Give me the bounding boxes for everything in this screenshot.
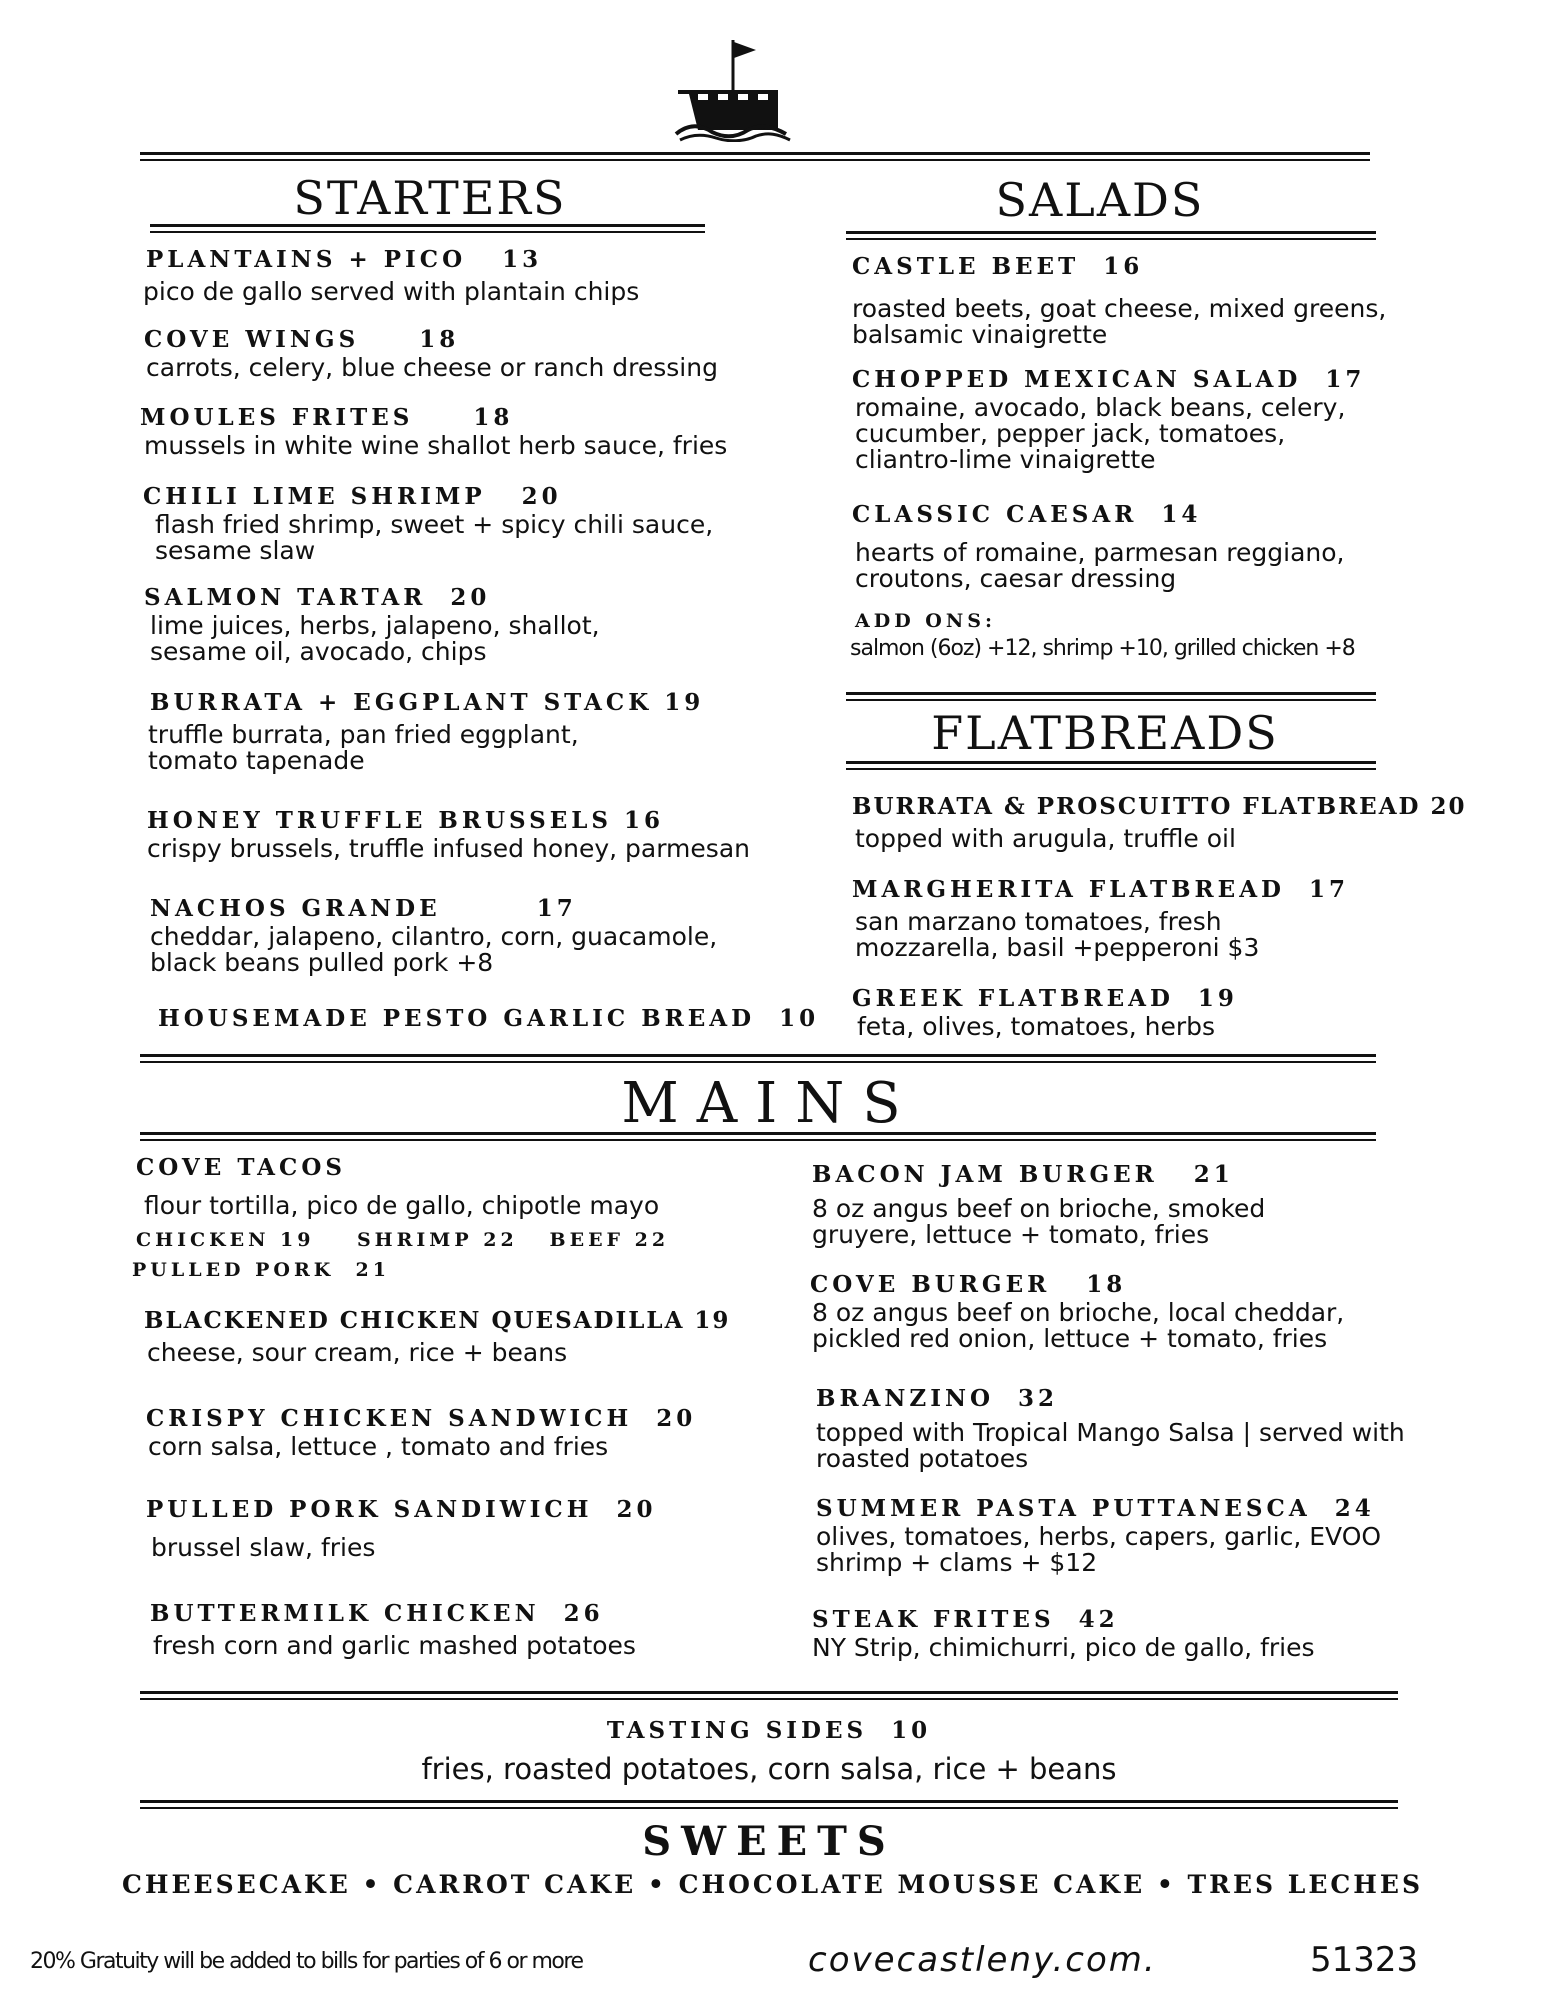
item-desc: topped with arugula, truffle oil (855, 824, 1236, 853)
item-name: MOULES FRITES 18 (140, 404, 514, 431)
item-desc: roasted beets, goat cheese, mixed greens, balsamic vinaigrette (852, 294, 1387, 349)
item-desc: crispy brussels, truffle infused honey, parmesan (147, 834, 750, 863)
item-name: COVE WINGS 18 (144, 326, 460, 353)
addons-label: ADD ONS: (855, 610, 996, 632)
website-link[interactable]: covecastleny.com. (808, 1940, 1157, 1980)
item-desc: romaine, avocado, black beans, celery, cucumber, pepper jack, tomatoes, cliantro-lime vinaigrette (855, 393, 1346, 474)
castle-logo (668, 38, 798, 142)
item-name: BRANZINO 32 (816, 1385, 1059, 1412)
item-desc: cheddar, jalapeno, cilantro, corn, guacamole, black beans pulled pork +8 (150, 922, 718, 977)
item-name: CASTLE BEET 16 (852, 253, 1144, 280)
item-name: BURRATA + EGGPLANT STACK 19 (150, 689, 705, 716)
mains-title: MAINS (621, 1071, 919, 1136)
item-desc: hearts of romaine, parmesan reggiano, croutons, caesar dressing (855, 538, 1345, 593)
item-desc: NY Strip, chimichurri, pico de gallo, fries (812, 1633, 1315, 1662)
mains-divider-bottom (140, 1132, 1376, 1139)
item-desc: flour tortilla, pico de gallo, chipotle mayo (144, 1191, 660, 1220)
item-desc: fresh corn and garlic mashed potatoes (153, 1631, 636, 1660)
item-desc: corn salsa, lettuce , tomato and fries (148, 1432, 609, 1461)
item-name: HONEY TRUFFLE BRUSSELS 16 (147, 807, 665, 834)
item-desc: truffle burrata, pan fried eggplant, tomato tapenade (148, 720, 579, 775)
menu-code: 51323 (1310, 1940, 1419, 1980)
item-name: BLACKENED CHICKEN QUESADILLA 19 (144, 1307, 731, 1334)
item-name: MARGHERITA FLATBREAD 17 (852, 876, 1350, 903)
menu-item (144, 325, 718, 381)
item-desc: san marzano tomatoes, fresh mozzarella, basil +pepperoni $3 (855, 907, 1260, 962)
item-desc: 8 oz angus beef on brioche, local cheddar, pickled red onion, lettuce + tomato, fries (812, 1298, 1345, 1353)
menu-item (810, 1270, 1344, 1352)
item-desc: feta, olives, tomatoes, herbs (857, 1012, 1216, 1041)
addons (852, 606, 1355, 662)
item-name: HOUSEMADE PESTO GARLIC BREAD 10 (158, 1005, 820, 1032)
item-name: CHOPPED MEXICAN SALAD 17 (852, 366, 1366, 393)
menu-item (146, 1495, 656, 1561)
menu-item (140, 403, 727, 459)
menu-item (852, 792, 1467, 852)
menu-item (147, 806, 750, 862)
sweets-items: CHEESECAKE • CARROT CAKE • CHOCOLATE MOUSSE CAKE • TRES LECHES (121, 1870, 1424, 1899)
menu-item (150, 688, 704, 774)
menu-item (143, 245, 640, 306)
menu-item (144, 1306, 730, 1366)
sides-title: TASTING SIDES 10 (606, 1717, 932, 1744)
menu-item (852, 984, 1238, 1040)
menu-item (143, 482, 713, 564)
salads-title: SALADS (995, 173, 1205, 227)
menu-item (852, 875, 1349, 961)
menu-item (816, 1494, 1381, 1576)
item-name: STEAK FRITES 42 (812, 1606, 1119, 1633)
item-name: BUTTERMILK CHICKEN 26 (150, 1600, 604, 1627)
menu-item (150, 1599, 636, 1659)
menu-item (852, 252, 1386, 348)
item-name: PULLED PORK SANDIWICH 20 (146, 1496, 657, 1523)
sides-divider-top (140, 1691, 1398, 1698)
item-name: BURRATA & PROSCUITTO FLATBREAD 20 (852, 793, 1467, 820)
item-desc: cheese, sour cream, rice + beans (147, 1338, 568, 1367)
item-name: CHILI LIME SHRIMP 20 (143, 483, 562, 510)
item-desc: brussel slaw, fries (151, 1533, 376, 1562)
salads-divider (846, 231, 1376, 238)
flatbreads-divider-top (846, 692, 1376, 699)
flatbreads-title: FLATBREADS (931, 706, 1279, 760)
item-name: NACHOS GRANDE 17 (150, 895, 577, 922)
addons-text: salmon (6oz) +12, shrimp +10, grilled chicken +8 (850, 636, 1355, 661)
flatbreads-divider-bottom (846, 761, 1376, 768)
menu-item (852, 365, 1365, 473)
item-desc: olives, tomatoes, herbs, capers, garlic, EVOO shrimp + clams + $12 (816, 1522, 1382, 1577)
item-desc: topped with Tropical Mango Salsa | served with roasted potatoes (816, 1418, 1405, 1473)
gratuity-note: 20% Gratuity will be added to bills for parties of 6 or more (30, 1949, 583, 1974)
item-desc: flash fried shrimp, sweet + spicy chili sauce, sesame slaw (155, 510, 714, 565)
menu-item (812, 1160, 1265, 1248)
menu-item (158, 1004, 819, 1034)
item-name: GREEK FLATBREAD 19 (852, 985, 1238, 1012)
menu-item (816, 1384, 1405, 1472)
menu-item (150, 894, 717, 976)
item-name: SALMON TARTAR 20 (144, 584, 491, 611)
top-divider (140, 152, 1370, 159)
starters-title: STARTERS (293, 171, 567, 225)
item-name: SUMMER PASTA PUTTANESCA 24 (816, 1495, 1375, 1522)
item-name: COVE TACOS (136, 1154, 346, 1181)
menu-item (812, 1605, 1315, 1661)
item-name: PLANTAINS + PICO 13 (146, 246, 543, 273)
item-name: COVE BURGER 18 (810, 1271, 1127, 1298)
sides-desc: fries, roasted potatoes, corn salsa, rice + beans (421, 1752, 1117, 1786)
taco-options: PULLED PORK 21 (132, 1259, 390, 1281)
sweets-title: SWEETS (642, 1818, 896, 1865)
menu-item (146, 1404, 696, 1460)
item-name: CLASSIC CAESAR 14 (852, 501, 1202, 528)
item-name: BACON JAM BURGER 21 (812, 1161, 1234, 1188)
item-desc: mussels in white wine shallot herb sauce, fries (144, 431, 728, 460)
menu-item (132, 1153, 670, 1285)
sides-divider-bottom (140, 1800, 1398, 1807)
mains-divider-top (140, 1054, 1376, 1061)
taco-options: CHICKEN 19 SHRIMP 22 BEEF 22 (136, 1229, 670, 1251)
item-desc: pico de gallo served with plantain chips (143, 277, 640, 306)
item-desc: carrots, celery, blue cheese or ranch dressing (146, 353, 718, 382)
menu-item (144, 583, 600, 665)
menu-item (852, 500, 1345, 592)
item-desc: 8 oz angus beef on brioche, smoked gruyere, lettuce + tomato, fries (812, 1194, 1266, 1249)
starters-divider (150, 224, 705, 231)
item-desc: lime juices, herbs, jalapeno, shallot, sesame oil, avocado, chips (150, 611, 600, 666)
item-name: CRISPY CHICKEN SANDWICH 20 (146, 1405, 697, 1432)
